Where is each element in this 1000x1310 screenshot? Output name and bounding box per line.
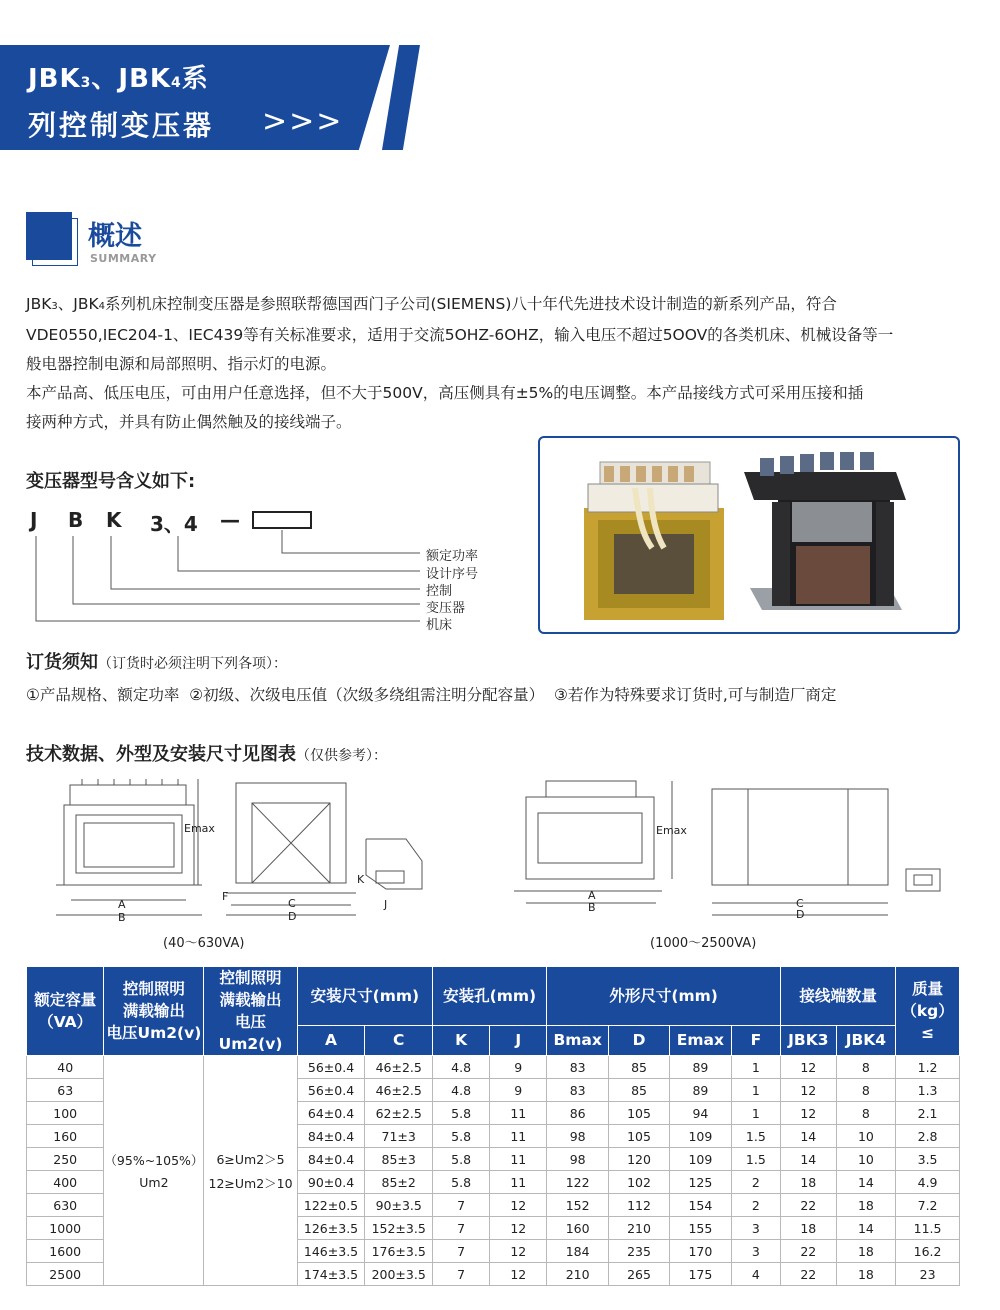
table-cell: 8 [836, 1079, 896, 1102]
table-cell: 12 [781, 1102, 837, 1125]
table-cell: 1.2 [896, 1056, 960, 1079]
drawing-label-a: A [118, 898, 126, 911]
table-cell: 40 [27, 1056, 104, 1079]
drawing2-label-emax: Emax [656, 824, 687, 837]
table-cell: 7 [433, 1240, 490, 1263]
table-cell: 100 [27, 1102, 104, 1125]
drawing-label-k: K [357, 873, 365, 886]
table-cell: 160 [27, 1125, 104, 1148]
table-cell: 4.8 [433, 1056, 490, 1079]
table-cell: 9 [490, 1079, 547, 1102]
table-cell: 9 [490, 1056, 547, 1079]
table-cell: 83 [547, 1079, 609, 1102]
table-cell: 90±3.5 [365, 1194, 433, 1217]
table-cell: 18 [836, 1194, 896, 1217]
drawing2-label-c: C [796, 897, 804, 910]
product-photo-frame [538, 436, 960, 634]
th-j: J [490, 1025, 547, 1055]
table-cell: 5.8 [433, 1102, 490, 1125]
table-cell: 11.5 [896, 1217, 960, 1240]
th-d: D [609, 1025, 670, 1055]
table-cell: 5.8 [433, 1171, 490, 1194]
table-cell: 12 [781, 1079, 837, 1102]
table-cell: 12 [490, 1240, 547, 1263]
th-install-size: 安装尺寸(mm) [297, 967, 432, 1026]
table-cell: 12 [781, 1056, 837, 1079]
summary-line-4: 本产品高、低压电压，可由用户任意选择，但不大于500V，高压侧具有±5%的电压调整。本产品接线方式可采用压接和插 [26, 384, 864, 402]
header-banner-stripe [382, 45, 420, 150]
table-cell: 152 [547, 1194, 609, 1217]
table-cell: 154 [670, 1194, 732, 1217]
model-label-machine: 机床 [426, 618, 453, 633]
th-terminal-count: 接线端数量 [781, 967, 896, 1026]
drawing-label-emax: Emax [184, 822, 215, 835]
table-cell: 2.1 [896, 1102, 960, 1125]
table-cell: 7 [433, 1263, 490, 1286]
merged-cell-voltage-limits: 6≥Um2＞5 12≥Um2＞10 [204, 1056, 297, 1286]
table-cell: 94 [670, 1102, 732, 1125]
table-cell: 400 [27, 1171, 104, 1194]
table-cell: 126±3.5 [297, 1217, 365, 1240]
table-row [27, 1056, 960, 1079]
table-cell: 265 [609, 1263, 670, 1286]
model-label-power: 额定功率 [426, 549, 479, 564]
table-cell: 109 [670, 1125, 732, 1148]
table-cell: 630 [27, 1194, 104, 1217]
model-dash: — [220, 508, 240, 532]
table-cell: 176±3.5 [365, 1240, 433, 1263]
product-photo [540, 438, 958, 632]
drawing-label-b: B [118, 911, 126, 924]
table-cell: 160 [547, 1217, 609, 1240]
th-rated-capacity: 额定容量（VA） [27, 967, 104, 1056]
table-cell: 7.2 [896, 1194, 960, 1217]
table-cell: 18 [781, 1217, 837, 1240]
table-cell: 85±3 [365, 1148, 433, 1171]
th-f: F [731, 1025, 780, 1055]
table-cell: 18 [781, 1171, 837, 1194]
caption-small: (40～630VA) [163, 936, 245, 951]
table-cell: 89 [670, 1056, 732, 1079]
table-cell: 46±2.5 [365, 1056, 433, 1079]
table-cell: 146±3.5 [297, 1240, 365, 1263]
table-cell: 23 [896, 1263, 960, 1286]
spec-table [26, 966, 960, 1286]
table-cell: 170 [670, 1240, 732, 1263]
table-cell: 105 [609, 1102, 670, 1125]
table-cell: 18 [836, 1240, 896, 1263]
table-cell: 1 [731, 1056, 780, 1079]
table-cell: 85 [609, 1079, 670, 1102]
table-cell: 120 [609, 1148, 670, 1171]
table-cell: 62±2.5 [365, 1102, 433, 1125]
table-cell: 2500 [27, 1263, 104, 1286]
section-title: 概述 [88, 221, 142, 252]
table-cell: 22 [781, 1240, 837, 1263]
th-jbk4: JBK4 [836, 1025, 896, 1055]
table-cell: 16.2 [896, 1240, 960, 1263]
model-heading: 变压器型号含义如下: [26, 471, 196, 492]
table-cell: 105 [609, 1125, 670, 1148]
table-cell: 1.3 [896, 1079, 960, 1102]
table-cell: 7 [433, 1194, 490, 1217]
summary-line-2: VDE0550,IEC204-1、IEC439等有关标准要求，适用于交流5OHZ-6OHZ，输入电压不超过5OOV的各类机床、机械设备等一 [26, 326, 894, 344]
table-cell: 12 [490, 1263, 547, 1286]
table-cell: 14 [781, 1125, 837, 1148]
table-cell: 2 [731, 1194, 780, 1217]
table-cell: 14 [836, 1217, 896, 1240]
table-cell: 152±3.5 [365, 1217, 433, 1240]
table-cell: 12 [490, 1217, 547, 1240]
table-cell: 184 [547, 1240, 609, 1263]
section-square-icon [26, 212, 72, 260]
table-cell: 12 [490, 1194, 547, 1217]
table-cell: 46±2.5 [365, 1079, 433, 1102]
table-cell: 210 [609, 1217, 670, 1240]
th-bmax: Bmax [547, 1025, 609, 1055]
merged-cell-voltage-range: （95%~105%） Um2 [104, 1056, 204, 1286]
th-c: C [365, 1025, 433, 1055]
table-cell: 175 [670, 1263, 732, 1286]
table-cell: 63 [27, 1079, 104, 1102]
table-cell: 122±0.5 [297, 1194, 365, 1217]
table-cell: 22 [781, 1194, 837, 1217]
table-cell: 200±3.5 [365, 1263, 433, 1286]
th-ctrl-voltage-1: 控制照明 满载输出 电压Um2(v) [104, 967, 204, 1056]
model-letter-j: J [30, 508, 38, 532]
table-cell: 1.5 [731, 1148, 780, 1171]
table-cell: 8 [836, 1056, 896, 1079]
drawing2-label-a: A [588, 889, 596, 902]
table-cell: 102 [609, 1171, 670, 1194]
order-heading: 订货须知（订货时必须注明下列各项）： [26, 652, 287, 673]
model-label-transformer: 变压器 [426, 601, 466, 616]
th-mass: 质量（kg）≤ [896, 967, 960, 1056]
table-cell: 10 [836, 1148, 896, 1171]
table-cell: 4.9 [896, 1171, 960, 1194]
table-cell: 56±0.4 [297, 1079, 365, 1102]
th-emax: Emax [670, 1025, 732, 1055]
table-cell: 7 [433, 1217, 490, 1240]
model-letter-k: K [106, 508, 122, 532]
table-cell: 11 [490, 1125, 547, 1148]
th-install-hole: 安装孔(mm) [433, 967, 547, 1026]
chevrons-right-icon: >>> [262, 104, 344, 139]
table-cell: 83 [547, 1056, 609, 1079]
table-cell: 22 [781, 1263, 837, 1286]
table-cell: 85±2 [365, 1171, 433, 1194]
table-cell: 3 [731, 1240, 780, 1263]
table-cell: 14 [836, 1171, 896, 1194]
table-cell: 90±0.4 [297, 1171, 365, 1194]
section-subtitle: SUMMARY [90, 252, 157, 265]
table-cell: 64±0.4 [297, 1102, 365, 1125]
model-label-design: 设计序号 [426, 567, 479, 582]
table-cell: 235 [609, 1240, 670, 1263]
table-cell: 85 [609, 1056, 670, 1079]
table-cell: 1000 [27, 1217, 104, 1240]
table-cell: 84±0.4 [297, 1125, 365, 1148]
table-cell: 122 [547, 1171, 609, 1194]
th-jbk3: JBK3 [781, 1025, 837, 1055]
tech-heading: 技术数据、外型及安装尺寸见图表（仅供参考）： [26, 744, 387, 765]
table-cell: 2.8 [896, 1125, 960, 1148]
th-outline-size: 外形尺寸(mm) [547, 967, 781, 1026]
table-cell: 71±3 [365, 1125, 433, 1148]
model-connector-lines [0, 520, 430, 630]
drawing-label-d: D [288, 910, 297, 923]
table-cell: 2 [731, 1171, 780, 1194]
th-k: K [433, 1025, 490, 1055]
table-cell: 11 [490, 1171, 547, 1194]
page-title-line1: JBK3、JBK4系 [28, 64, 209, 94]
spec-table-body [27, 1056, 960, 1286]
table-cell: 89 [670, 1079, 732, 1102]
model-letter-series: 3、4 [150, 512, 198, 536]
table-cell: 125 [670, 1171, 732, 1194]
table-cell: 8 [836, 1102, 896, 1125]
page-title-line2: 列控制变压器 [28, 109, 215, 142]
table-cell: 5.8 [433, 1125, 490, 1148]
transformer-large-image [744, 452, 906, 610]
table-cell: 174±3.5 [297, 1263, 365, 1286]
drawing-label-f: F [222, 890, 229, 903]
table-cell: 1 [731, 1079, 780, 1102]
table-cell: 3 [731, 1217, 780, 1240]
transformer-small-image [584, 462, 724, 620]
summary-paragraph [26, 290, 966, 437]
table-cell: 98 [547, 1125, 609, 1148]
summary-line-3: 般电器控制电源和局部照明、指示灯的电源。 [26, 355, 337, 373]
model-label-control: 控制 [426, 584, 453, 599]
table-cell: 86 [547, 1102, 609, 1125]
table-cell: 4 [731, 1263, 780, 1286]
summary-line-5: 接两种方式，并具有防止偶然触及的接线端子。 [26, 413, 352, 431]
table-cell: 250 [27, 1148, 104, 1171]
table-cell: 4.8 [433, 1079, 490, 1102]
summary-line-1: JBK3、JBK4系列机床控制变压器是参照联帮德国西门子公司(SIEMENS)八十年代先进技术设计制造的新系列产品，符合 [26, 295, 837, 313]
table-cell: 11 [490, 1102, 547, 1125]
th-a: A [297, 1025, 365, 1055]
table-cell: 18 [836, 1263, 896, 1286]
table-cell: 1.5 [731, 1125, 780, 1148]
table-cell: 14 [781, 1148, 837, 1171]
drawing-label-j: J [384, 898, 388, 911]
order-items: ①产品规格、额定功率 ②初级、次级电压值（次级多绕组需注明分配容量） ③若作为特殊要求订货时,可与制造厂商定 [26, 686, 837, 704]
table-cell: 3.5 [896, 1148, 960, 1171]
drawing2-label-d: D [796, 908, 805, 921]
caption-large: (1000～2500VA) [650, 936, 757, 951]
th-ctrl-voltage-2: 控制照明 满载输出 电压Um2(v) [204, 967, 297, 1056]
model-letter-b: B [68, 508, 84, 532]
table-cell: 112 [609, 1194, 670, 1217]
drawing2-label-b: B [588, 901, 596, 914]
table-cell: 155 [670, 1217, 732, 1240]
table-cell: 56±0.4 [297, 1056, 365, 1079]
table-cell: 11 [490, 1148, 547, 1171]
table-cell: 210 [547, 1263, 609, 1286]
dimension-drawings [26, 775, 960, 925]
table-cell: 1 [731, 1102, 780, 1125]
table-cell: 109 [670, 1148, 732, 1171]
drawing-label-c: C [288, 897, 296, 910]
table-cell: 5.8 [433, 1148, 490, 1171]
table-cell: 1600 [27, 1240, 104, 1263]
table-cell: 84±0.4 [297, 1148, 365, 1171]
table-cell: 98 [547, 1148, 609, 1171]
table-cell: 10 [836, 1125, 896, 1148]
